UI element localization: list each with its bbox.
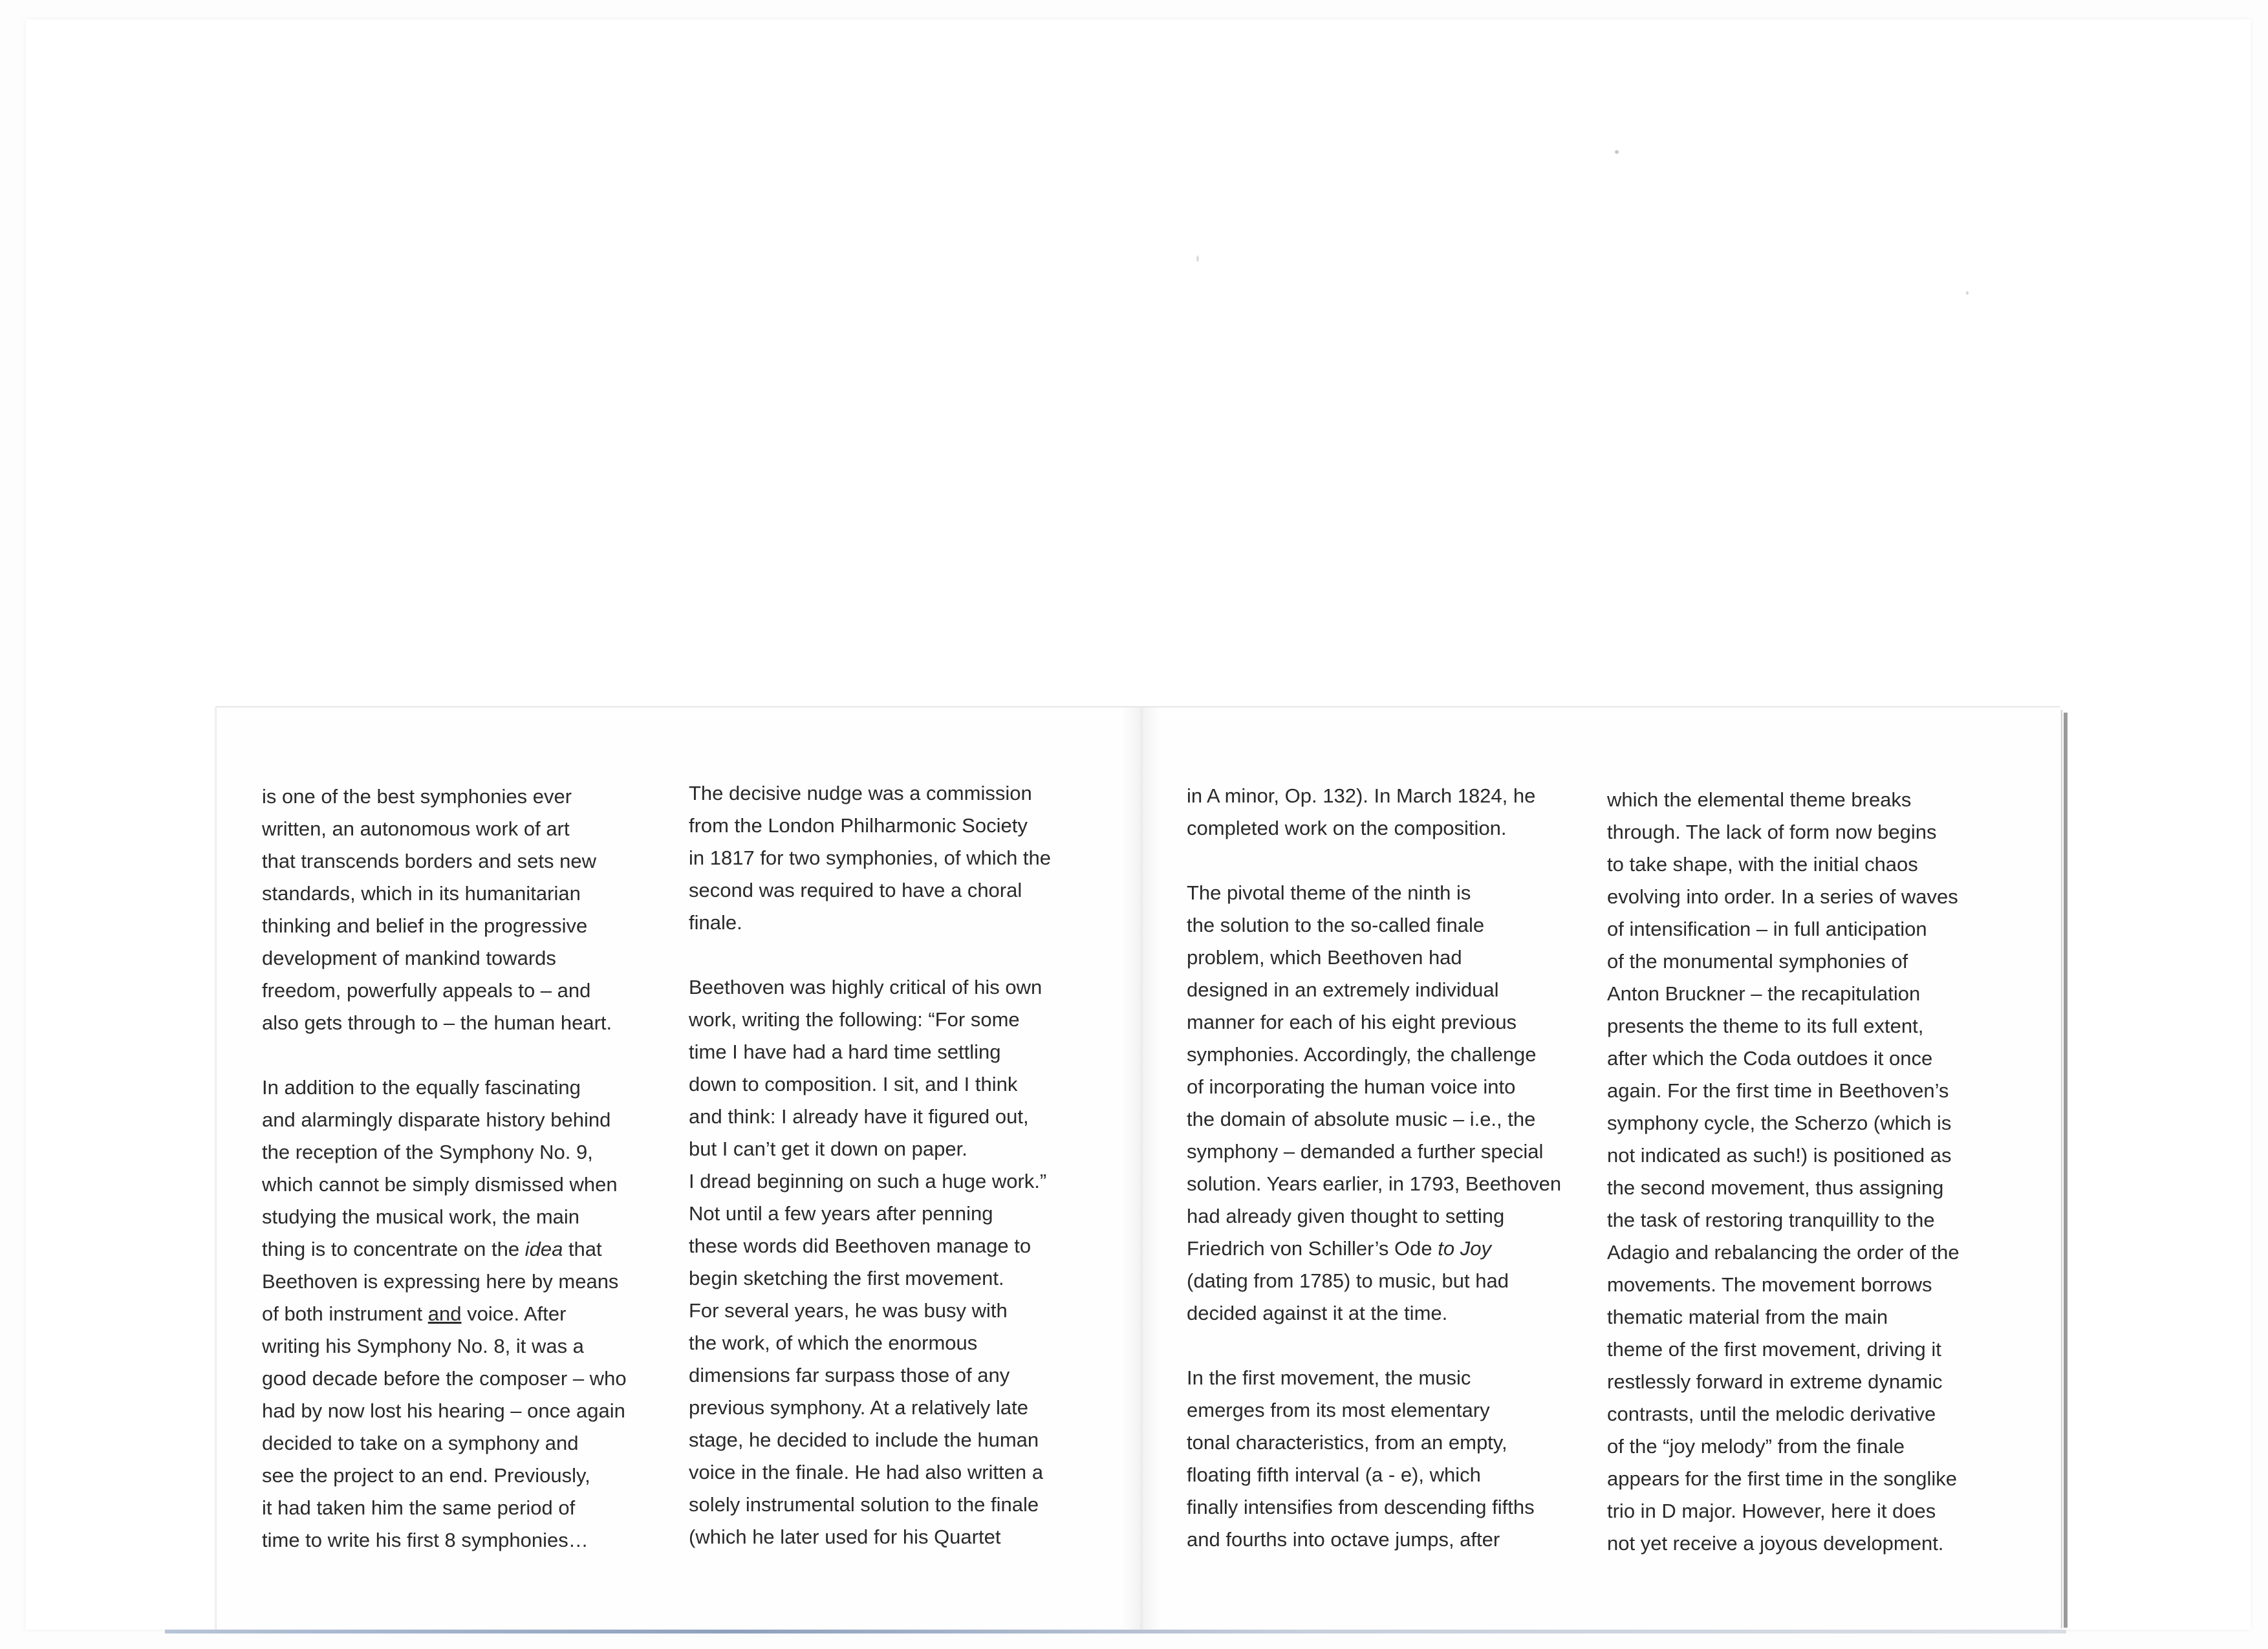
text-line: manner for each of his eight previous <box>1187 1011 1517 1033</box>
text-line: symphony – demanded a further special <box>1187 1140 1544 1163</box>
text-line: that transcends borders and sets new <box>262 850 596 872</box>
text-line: floating fifth interval (a - e), which <box>1187 1463 1481 1486</box>
text-line: voice in the finale. He had also written a <box>689 1461 1043 1483</box>
text-line: trio in D major. However, here it does <box>1607 1500 1936 1522</box>
text-line: movements. The movement borrows <box>1607 1273 1932 1296</box>
text-line: thematic material from the main <box>1607 1306 1888 1328</box>
text-line: which the elemental theme breaks <box>1607 788 1912 811</box>
text-line: is one of the best symphonies ever <box>262 785 572 808</box>
text-line: the second movement, thus assigning <box>1607 1176 1944 1199</box>
text-line: stage, he decided to include the human <box>689 1428 1039 1451</box>
text-line: designed in an extremely individual <box>1187 978 1499 1001</box>
paragraph <box>1607 784 2021 1560</box>
scan-speck <box>1196 255 1199 262</box>
text-line: in A minor, Op. 132). In March 1824, he <box>1187 784 1536 807</box>
text-line: of the “joy melody” from the finale <box>1607 1435 1905 1458</box>
text-line: For several years, he was busy with <box>689 1299 1008 1322</box>
paragraph-gap <box>1187 1330 1601 1362</box>
text-line: thinking and belief in the progressive <box>262 914 588 937</box>
text-line: symphonies. Accordingly, the challenge <box>1187 1043 1537 1066</box>
paragraph-gap <box>262 1039 676 1072</box>
text-line: the work, of which the enormous <box>689 1331 978 1354</box>
text-line: the domain of absolute music – i.e., the <box>1187 1108 1536 1130</box>
text-line: also gets through to – the human heart. <box>262 1011 612 1034</box>
text-line: appears for the first time in the songlike <box>1607 1467 1958 1490</box>
text-line: Friedrich von Schiller’s Ode to Joy <box>1187 1237 1491 1260</box>
text-line: previous symphony. At a relatively late <box>689 1396 1028 1419</box>
text-line: work, writing the following: “For some <box>689 1008 1020 1031</box>
text-line: Anton Bruckner – the recapitulation <box>1607 982 1921 1005</box>
text-line: In the first movement, the music <box>1187 1366 1471 1389</box>
text-line: had by now lost his hearing – once again <box>262 1399 625 1422</box>
text-line: The pivotal theme of the ninth is <box>1187 881 1471 904</box>
scan-speck <box>1615 150 1619 154</box>
text-line: evolving into order. In a series of waves <box>1607 885 1958 908</box>
text-line: writing his Symphony No. 8, it was a <box>262 1335 584 1357</box>
paragraph <box>1187 1362 1601 1556</box>
text-line: problem, which Beethoven had <box>1187 946 1462 969</box>
booklet-spread <box>215 706 2060 1630</box>
text-line: In addition to the equally fascinating <box>262 1076 581 1099</box>
text-line: I dread beginning on such a huge work.” <box>689 1170 1047 1192</box>
text-line: of both instrument and voice. After <box>262 1302 567 1325</box>
text-line: standards, which in its humanitarian <box>262 882 581 905</box>
paragraph <box>689 777 1103 939</box>
text-line: presents the theme to its full extent, <box>1607 1015 1924 1037</box>
text-line: these words did Beethoven manage to <box>689 1234 1031 1257</box>
text-line: the reception of the Symphony No. 9, <box>262 1141 593 1163</box>
paragraph <box>1187 877 1601 1330</box>
text-line: of incorporating the human voice into <box>1187 1075 1516 1098</box>
text-line: had already given thought to setting <box>1187 1205 1505 1227</box>
text-line: in 1817 for two symphonies, of which the <box>689 846 1052 869</box>
text-line: emerges from its most elementary <box>1187 1399 1490 1421</box>
text-line: finale. <box>689 911 742 934</box>
text-line: second was required to have a choral <box>689 879 1022 901</box>
text-column-1 <box>262 781 676 1557</box>
text-line: decided against it at the time. <box>1187 1302 1448 1324</box>
text-line: see the project to an end. Previously, <box>262 1464 590 1487</box>
scanner-edge <box>165 1630 2066 1633</box>
text-line: thing is to concentrate on the idea that <box>262 1238 602 1260</box>
paragraph-gap <box>1187 845 1601 877</box>
text-line: Beethoven was highly critical of his own <box>689 976 1042 998</box>
text-line: and think: I already have it figured out, <box>689 1105 1029 1128</box>
text-line: written, an autonomous work of art <box>262 817 570 840</box>
text-line: completed work on the composition. <box>1187 817 1507 839</box>
paragraph <box>689 971 1103 1553</box>
text-line: restlessly forward in extreme dynamic <box>1607 1370 1943 1393</box>
text-line: symphony cycle, the Scherzo (which is <box>1607 1112 1952 1134</box>
text-line: The decisive nudge was a commission <box>689 782 1032 804</box>
text-line: theme of the first movement, driving it <box>1607 1338 1941 1361</box>
text-line: the task of restoring tranquillity to the <box>1607 1209 1935 1231</box>
text-line: again. For the first time in Beethoven’s <box>1607 1079 1949 1102</box>
page-edge <box>2061 710 2062 1628</box>
text-line: (which he later used for his Quartet <box>689 1525 1001 1548</box>
page-edge-shadow <box>2064 713 2068 1628</box>
text-line: Adagio and rebalancing the order of the <box>1607 1241 1960 1264</box>
paragraph <box>262 781 676 1039</box>
text-line: through. The lack of form now begins <box>1607 821 1937 843</box>
scan-speck <box>1966 291 1969 295</box>
text-line: of the monumental symphonies of <box>1607 950 1908 973</box>
text-line: but I can’t get it down on paper. <box>689 1137 967 1160</box>
paragraph <box>1187 780 1601 845</box>
text-line: Not until a few years after penning <box>689 1202 993 1225</box>
text-line: (dating from 1785) to music, but had <box>1187 1269 1509 1292</box>
text-line: down to composition. I sit, and I think <box>689 1073 1018 1095</box>
text-line: dimensions far surpass those of any <box>689 1364 1010 1386</box>
text-line: of intensification – in full anticipation <box>1607 918 1927 940</box>
text-line: and alarmingly disparate history behind <box>262 1108 611 1131</box>
text-line: from the London Philharmonic Society <box>689 814 1028 837</box>
text-line: time to write his first 8 symphonies… <box>262 1529 589 1551</box>
text-line: begin sketching the first movement. <box>689 1267 1004 1289</box>
text-line: which cannot be simply dismissed when <box>262 1173 618 1196</box>
text-line: not indicated as such!) is positioned as <box>1607 1144 1952 1167</box>
text-column-4 <box>1607 784 2021 1560</box>
text-line: decided to take on a symphony and <box>262 1432 579 1454</box>
text-line: freedom, powerfully appeals to – and <box>262 979 591 1002</box>
text-line: contrasts, until the melodic derivative <box>1607 1403 1936 1425</box>
text-line: development of mankind towards <box>262 947 556 969</box>
text-column-3 <box>1187 780 1601 1556</box>
text-line: time I have had a hard time settling <box>689 1040 1001 1063</box>
text-line: studying the musical work, the main <box>262 1205 580 1228</box>
text-line: solution. Years earlier, in 1793, Beethoven <box>1187 1172 1562 1195</box>
text-line: not yet receive a joyous development. <box>1607 1532 1944 1555</box>
text-line: after which the Coda outdoes it once <box>1607 1047 1933 1070</box>
text-line: finally intensifies from descending fifths <box>1187 1496 1535 1518</box>
paragraph <box>262 1072 676 1557</box>
text-line: the solution to the so-called finale <box>1187 914 1485 936</box>
booklet-spine <box>1122 707 1161 1630</box>
text-line: it had taken him the same period of <box>262 1496 576 1519</box>
text-line: to take shape, with the initial chaos <box>1607 853 1918 876</box>
text-line: solely instrumental solution to the finale <box>689 1493 1039 1516</box>
paragraph-gap <box>689 939 1103 971</box>
text-line: good decade before the composer – who <box>262 1367 627 1390</box>
text-line: and fourths into octave jumps, after <box>1187 1528 1500 1551</box>
text-line: Beethoven is expressing here by means <box>262 1270 619 1293</box>
text-line: tonal characteristics, from an empty, <box>1187 1431 1507 1454</box>
text-column-2 <box>689 777 1103 1553</box>
